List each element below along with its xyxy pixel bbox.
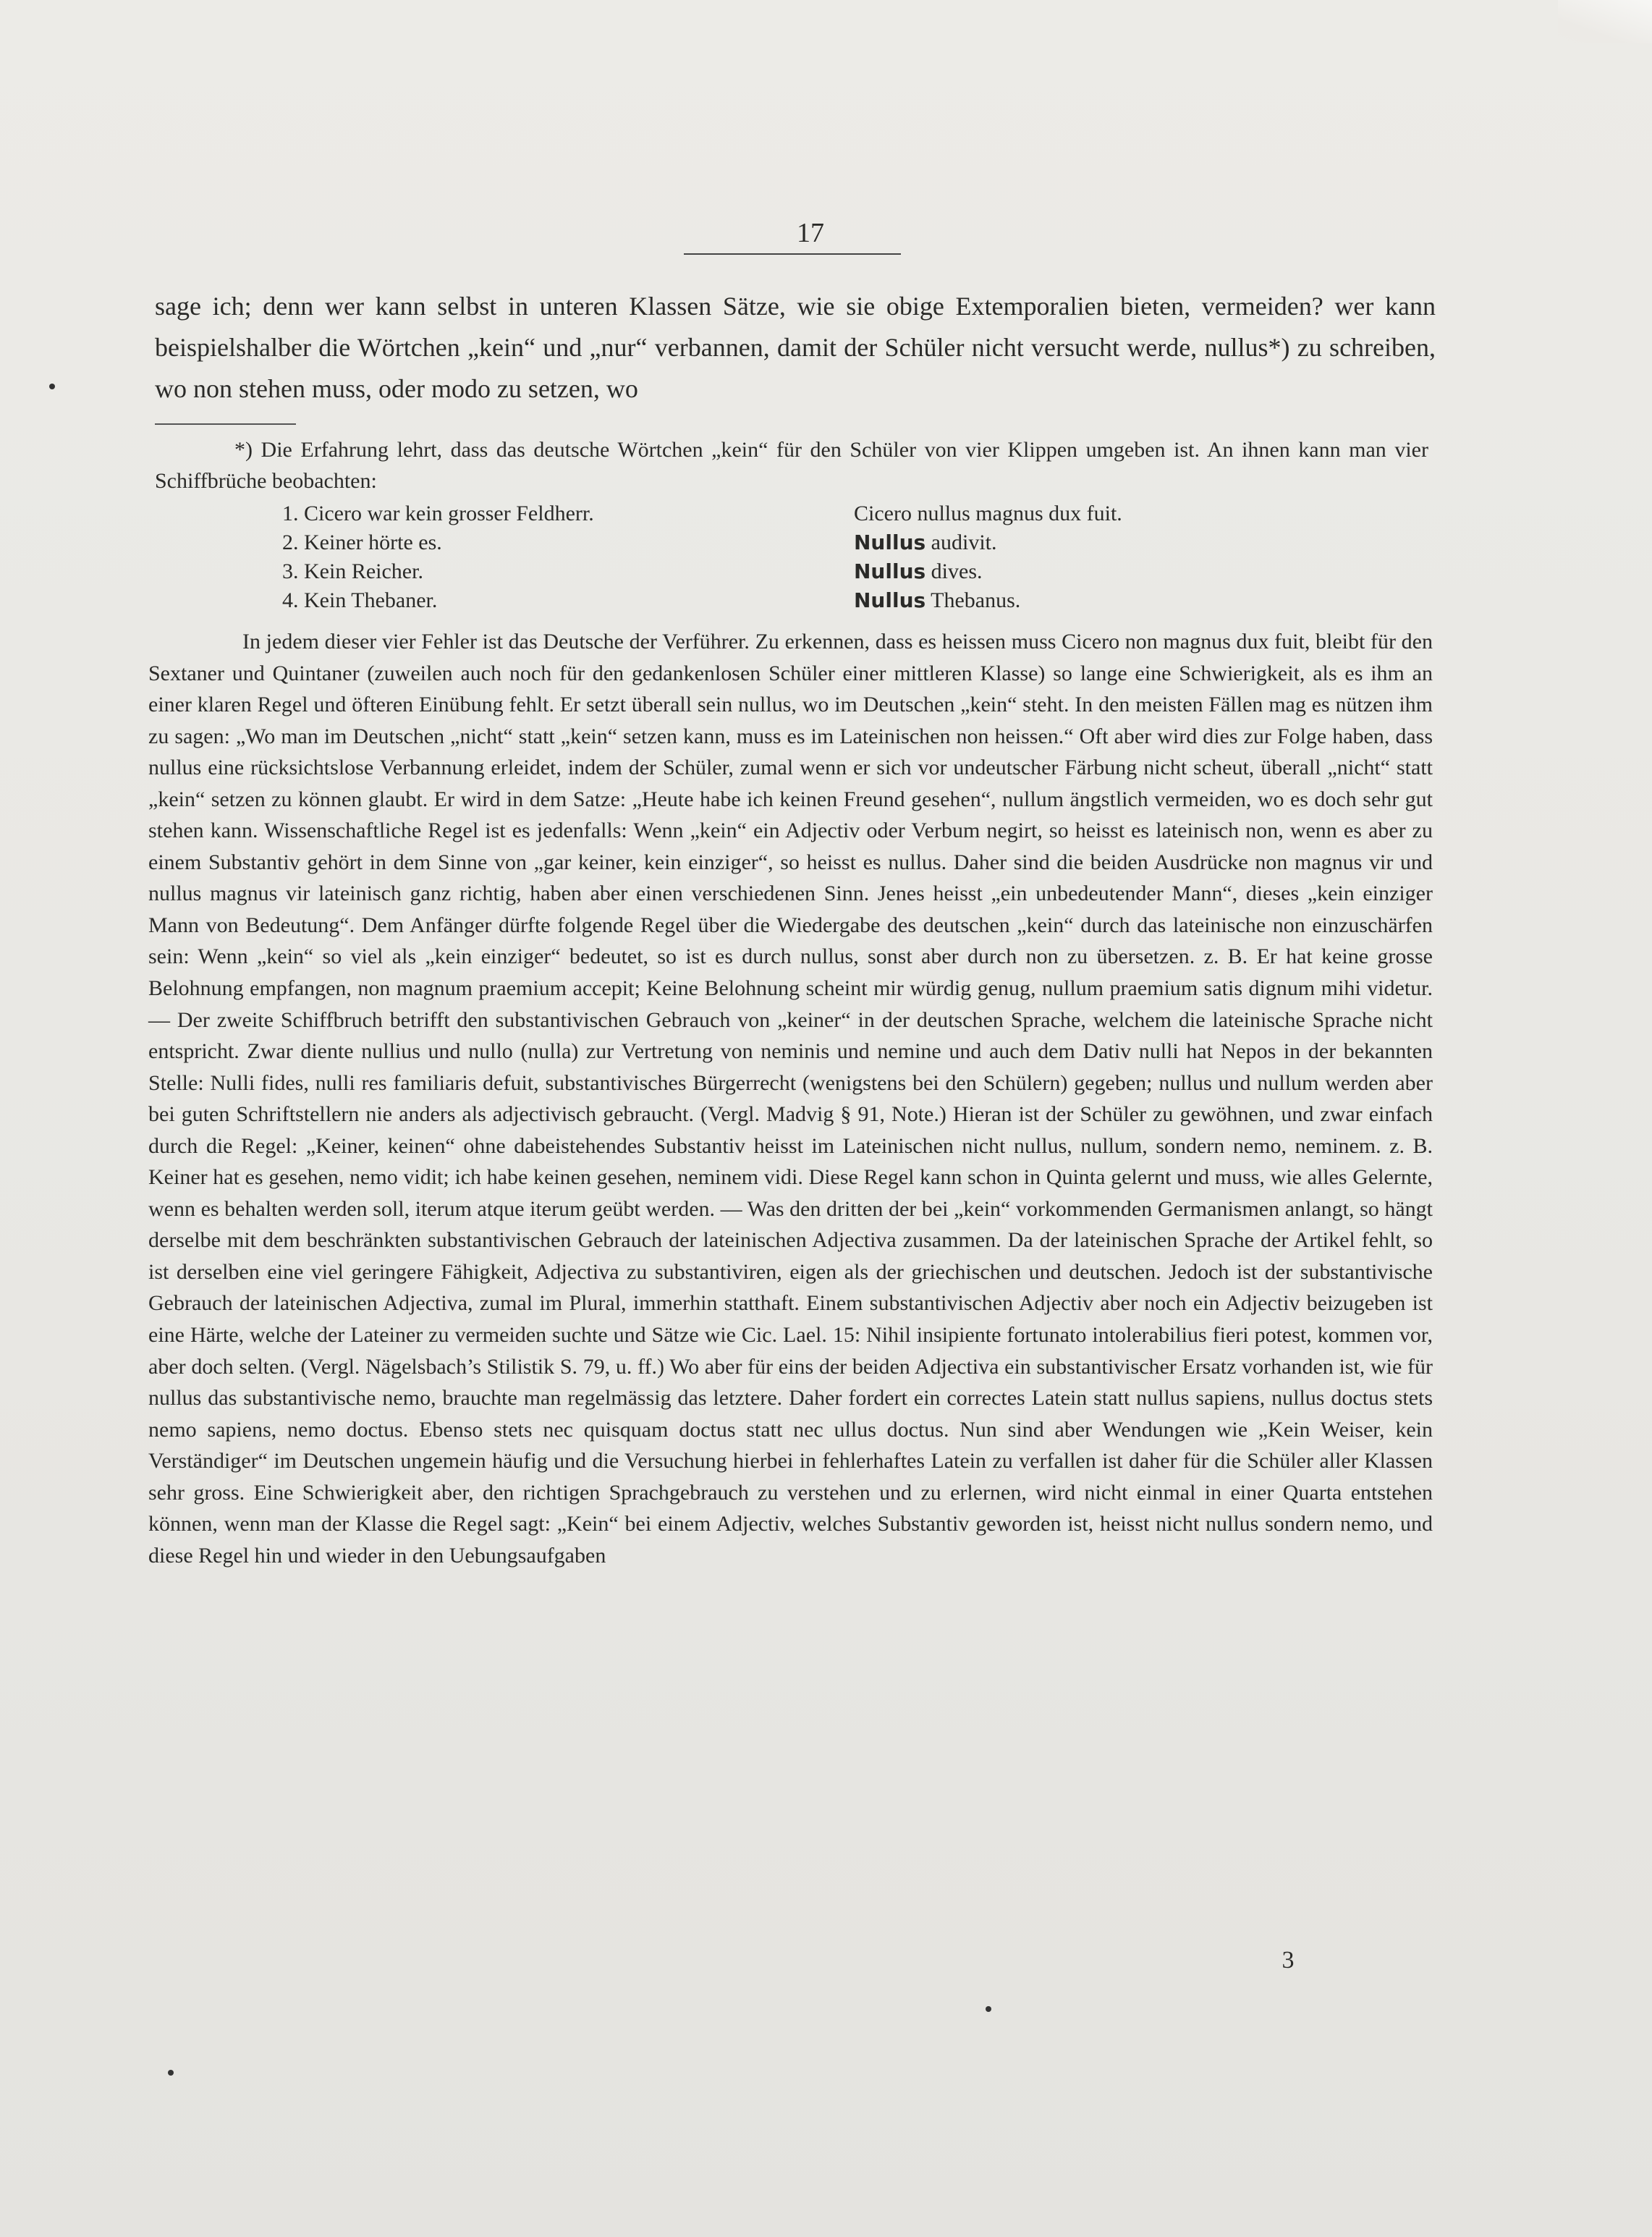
footnote-intro	[155, 434, 1428, 496]
example-latin	[854, 557, 1288, 586]
example-latin-bold: Nullus	[854, 588, 926, 612]
example-german: 3. Kein Reicher.	[282, 559, 423, 583]
example-german: 2. Keiner hörte es.	[282, 530, 442, 554]
margin-dot	[168, 2070, 174, 2076]
margin-dot	[49, 384, 55, 389]
example-german: 4. Kein Thebaner.	[282, 588, 438, 612]
example-latin	[854, 499, 1288, 528]
example-row	[282, 586, 1295, 615]
signature-mark: 3	[1282, 1947, 1295, 1974]
example-list	[282, 499, 1295, 615]
example-latin-rest: Thebanus.	[925, 588, 1021, 612]
example-latin-rest: audivit.	[925, 530, 997, 554]
example-german: 1. Cicero war kein grosser Feldherr.	[282, 502, 594, 525]
example-row	[282, 528, 1295, 557]
footnote-body	[148, 626, 1433, 1571]
margin-dot	[986, 2006, 991, 2012]
example-latin-bold: Nullus	[854, 559, 926, 583]
header-rule	[684, 253, 901, 255]
example-row	[282, 499, 1295, 528]
example-latin-rest: dives.	[925, 559, 983, 583]
footnote-intro-text: *) Die Erfahrung lehrt, dass das deutsche Wörtchen „kein“ für den Schüler von vier Klippen umgeben ist. An ihnen kann man vier Schiffbrüche beobachten:	[155, 438, 1428, 493]
example-latin-bold: Nullus	[854, 530, 926, 554]
example-latin	[854, 528, 1288, 557]
example-latin	[854, 586, 1288, 615]
footnote-rule	[155, 423, 296, 425]
example-row	[282, 557, 1295, 586]
main-text	[155, 286, 1436, 410]
example-latin-rest: Cicero nullus magnus dux fuit.	[854, 502, 1122, 525]
footnote-body-text: In jedem dieser vier Fehler ist das Deutsche der Verführer. Zu erkennen, dass es heissen muss Cicero non magnus dux fuit, bleibt für den Sextaner und Quintaner (zuweilen auch noch für den gedankenlosen Schüler einer mittleren Klasse) so lange eine Schwierigkeit, als es ihm an einer klaren Regel und öfteren Einübung fehlt. Er setzt überall sein nullus, wo im Deutschen „kein“ steht. In den meisten Fällen mag es nützen ihm zu sagen: „Wo man im Deutschen „nicht“ statt „kein“ setzen kann, muss es im Lateinischen non heissen.“ Oft aber wird dies zur Folge haben, dass nullus eine rücksichtslose Verbannung erleidet, indem der Schüler, zumal wenn er sich vor undeutscher Färbung nicht scheut, überall „nicht“ statt „kein“ setzen zu können glaubt. Er wird in dem Satze: „Heute habe ich keinen Freund gesehen“, nullum ängstlich vermeiden, wo es doch sehr gut stehen kann. Wissenschaftliche Regel ist es jedenfalls: Wenn „kein“ ein Adjectiv oder Verbum negirt, so heisst es lateinisch non, wenn es aber zu einem Substantiv gehört in dem Sinne von „gar keiner, kein einziger“, so heisst es nullus. Daher sind die beiden Ausdrücke non magnus vir und nullus magnus vir lateinisch ganz richtig, haben aber einen verschiedenen Sinn. Jenes heisst „ein unbedeutender Mann“, dieses „kein einziger Mann von Bedeutung“. Dem Anfänger dürfte folgende Regel über die Wiedergabe des deutschen „kein“ durch das lateinische non einzuschärfen sein: Wenn „kein“ so viel als „kein einziger“ bedeutet, so ist es durch nullus, sonst aber durch non zu übersetzen. z. B. Er hat keine grosse Belohnung empfangen, non magnum praemium accepit; Keine Belohnung scheint mir würdig genug, nullum praemium satis dignum mihi videtur. — Der zweite Schiffbruch betrifft den substantivischen Gebrauch von „keiner“ in der deutschen Sprache, welchem die lateinische Sprache nicht entspricht. Zwar diente nullius und nullo (nulla) zur Vertretung von neminis und nemine und auch dem Dativ nulli hat Nepos in der bekannten Stelle: Nulli fides, nulli res familiaris defuit, substantivisches Bürgerrecht (wenigstens bei den Schülern) gegeben; nullus und nullum werden aber bei guten Schriftstellern nie anders als adjectivisch gebraucht. (Vergl. Madvig § 91, Note.) Hieran ist der Schüler zu gewöhnen, und zwar einfach durch die Regel: „Keiner, keinen“ ohne dabeistehendes Substantiv heisst im Lateinischen nicht nullus, nullum, sondern nemo, neminem. z. B. Keiner hat es gesehen, nemo vidit; ich habe keinen gesehen, neminem vidi. Diese Regel kann schon in Quinta gelernt und muss, wie alles Gelernte, wenn es behalten werden soll, iterum atque iterum geübt werden. — Was den dritten der bei „kein“ vorkommenden Germanismen anlangt, so hängt derselbe mit dem beschränkten substantivischen Gebrauch der lateinischen Adjectiva zusammen. Da der lateinischen Sprache der Artikel fehlt, so ist derselben eine viel geringere Fähigkeit, Adjectiva zu substantiviren, eigen als der griechischen und deutschen. Jedoch ist der substantivische Gebrauch der lateinischen Adjectiva, zumal im Plural, immerhin statthaft. Einem substantivischen Adjectiv aber noch ein Adjectiv beizugeben ist eine Härte, welche der Lateiner zu vermeiden suchte und Sätze wie Cic. Lael. 15: Nihil insipiente fortunato intolerabilius fieri potest, kommen vor, aber doch selten. (Vergl. Nägelsbach’s Stilistik S. 79, u. ff.) Wo aber für eins der beiden Adjectiva ein substantivischer Ersatz vorhanden ist, wie für nullus das substantivische nemo, brauchte man regelmässig das letztere. Daher fordert ein correctes Latein statt nullus sapiens, nullus doctus stets nemo sapiens, nemo doctus. Ebenso stets nec quisquam doctus statt nec ullus doctus. Nun sind aber Wendungen wie „Kein Weiser, kein Verständiger“ im Deutschen ungemein häufig und die Versuchung hierbei in fehlerhaftes Latein zu verfallen ist daher für die Schüler aller Klassen sehr gross. Eine Schwierigkeit aber, den richtigen Sprachgebrauch zu verstehen und zu erlernen, wird nicht einmal in einer Quarta entstehen können, wenn man der Klasse die Regel sagt: „Kein“ bei einem Adjectiv, welches Substantiv geworden ist, heisst nicht nullus sondern nemo, und diese Regel hin und wieder in den Uebungsaufgaben	[148, 630, 1433, 1568]
main-paragraph: sage ich; denn wer kann selbst in unteren Klassen Sätze, wie sie obige Extemporalien bieten, vermeiden? wer kann beispielshalber die Wörtchen „kein“ und „nur“ verbannen, damit der Schüler nicht versucht werde, nullus*) zu schreiben, wo non stehen muss, oder modo zu setzen, wo	[155, 292, 1436, 403]
page-number: 17	[797, 218, 824, 248]
page-corner-shadow	[1558, 0, 1652, 43]
